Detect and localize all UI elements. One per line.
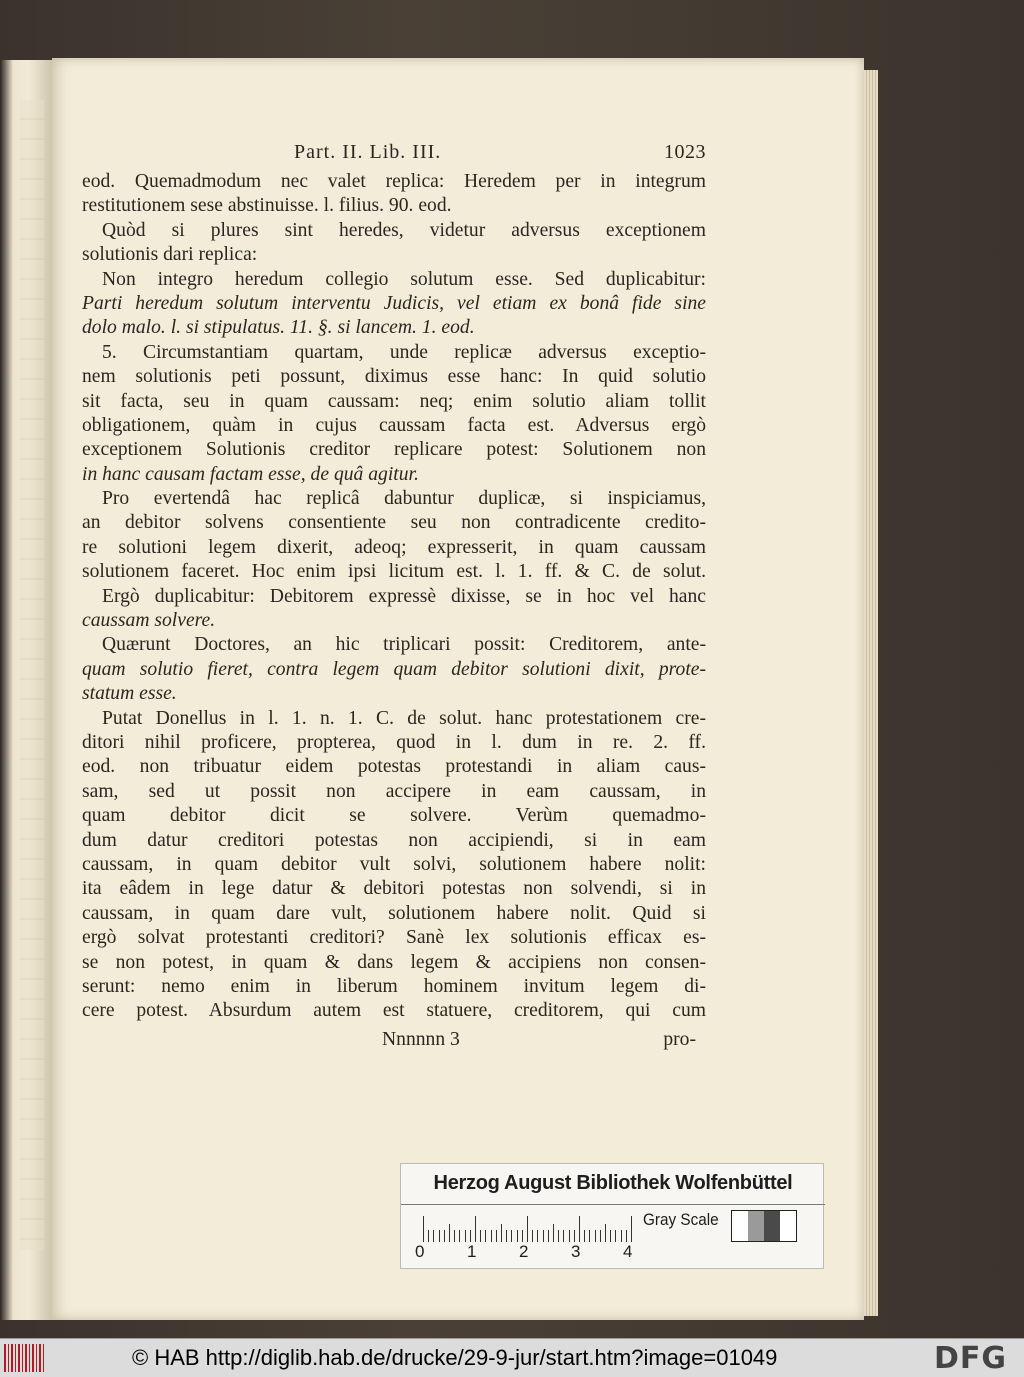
- text-line: Putat Donellus in l. 1. n. 1. C. de solut. hanc protestationem cre-: [102, 707, 706, 729]
- text-line: ergò solvat protestanti creditori? Sanè lex solutionis efficax es-: [82, 927, 706, 949]
- ruler-tick: [569, 1230, 570, 1242]
- ruler-tick: [543, 1230, 544, 1242]
- text-line: Quòd si plures sint heredes, videtur adversus exceptionem: [102, 219, 706, 241]
- ruler-tick: [485, 1230, 486, 1242]
- ruler-tick: [449, 1224, 450, 1242]
- ruler-tick: [532, 1230, 533, 1242]
- text-line: 5. Circumstantiam quartam, unde replicæ adversus exceptio-: [102, 341, 706, 363]
- text-line: re solutioni legem dixerit, adeoq; expresserit, in quam caussam: [82, 536, 706, 558]
- ruler-tick: [454, 1230, 455, 1242]
- text-line: in hanc causam factam esse, de quâ agitur.: [82, 463, 419, 485]
- text-line: sit facta, seu in quam caussam: neq; enim solutio aliam tollit: [82, 390, 706, 412]
- ruler-tick: [579, 1216, 580, 1242]
- text-line: caussam, in quam dare vult, solutionem habere nolit. Quid si: [82, 902, 706, 924]
- color-calibration-card: [400, 1163, 824, 1269]
- viewer-footer: [0, 1338, 1024, 1377]
- text-line: eod. Quemadmodum nec valet replica: Heredem per in integrum: [82, 171, 706, 192]
- ruler-tick: [439, 1230, 440, 1242]
- ruler-number: 4: [623, 1242, 633, 1261]
- catchword: pro-: [663, 1028, 696, 1050]
- ruler-tick: [517, 1230, 518, 1242]
- card-title: Herzog August Bibliothek Wolfenbüttel: [433, 1172, 793, 1194]
- text-line: dum datur creditori potestas non accipiendi, si in eam: [82, 829, 706, 851]
- text-line: ita eâdem in lege datur & debitori potestas non solvendi, si in: [82, 878, 706, 900]
- ruler-tick: [610, 1230, 611, 1242]
- ruler-tick: [423, 1216, 424, 1242]
- ruler-tick: [522, 1230, 523, 1242]
- ruler-tick: [470, 1230, 471, 1242]
- ruler-tick: [558, 1230, 559, 1242]
- text-line: solutionis dari replica:: [82, 244, 258, 266]
- ruler-tick: [480, 1230, 481, 1242]
- ruler-number: 3: [571, 1242, 581, 1261]
- ruler-tick: [511, 1230, 512, 1242]
- ruler-number: 0: [415, 1242, 425, 1261]
- ruler-number: 1: [467, 1242, 477, 1261]
- gray-swatch: [732, 1211, 748, 1241]
- ruler-tick: [548, 1230, 549, 1242]
- ruler-tick: [605, 1224, 606, 1242]
- ruler-tick: [595, 1230, 596, 1242]
- ruler-tick: [615, 1230, 616, 1242]
- text-line: restitutionem sese abstinuisse. l. filius. 90. eod.: [82, 195, 452, 217]
- signature-mark: Nnnnnn 3: [382, 1028, 460, 1050]
- text-line: quam solutio fieret, contra legem quam debitor solutioni dixit, prote-: [82, 658, 706, 680]
- text-line: statum esse.: [82, 683, 177, 705]
- text-line: an debitor solvens consentiente seu non contradicente credito-: [82, 512, 706, 534]
- text-line: solutionem faceret. Hoc enim ipsi licitum est. l. 1. ff. & C. de solut.: [82, 561, 706, 583]
- ruler-tick: [465, 1230, 466, 1242]
- text-line: cere potest. Absurdum autem est statuere, creditorem, qui cum: [82, 1000, 706, 1022]
- ruler-tick: [537, 1230, 538, 1242]
- ruler-tick: [621, 1230, 622, 1242]
- text-line: Parti heredum solutum interventu Judicis, vel etiam ex bonâ fide sine: [82, 292, 706, 314]
- text-line: ditori nihil proficere, propterea, quod in l. dum in re. 2. ff.: [82, 731, 706, 753]
- text-line: Ergò duplicabitur: Debitorem expressè dixisse, se in hoc vel hanc: [102, 585, 706, 607]
- text-line: serunt: nemo enim in liberum hominem invitum legem di-: [82, 975, 706, 997]
- text-line: exceptionem Solutionis creditor replicare potest: Solutionem non: [82, 439, 706, 461]
- dfg-logo: DFG: [934, 1341, 1008, 1376]
- page-edge: [864, 70, 878, 1316]
- ruler-tick: [475, 1216, 476, 1242]
- text-line: obligationem, quàm in cujus caussam facta est. Adversus ergò: [82, 414, 706, 436]
- text-line: dolo malo. l. si stipulatus. 11. §. si lancem. 1. eod.: [82, 317, 475, 339]
- ruler-tick: [433, 1230, 434, 1242]
- ruler-tick: [444, 1230, 445, 1242]
- ruler-tick: [527, 1216, 528, 1242]
- ruler-tick: [563, 1230, 564, 1242]
- ruler-numbers: [415, 1242, 645, 1262]
- ruler-tick: [631, 1216, 632, 1242]
- copyright-url[interactable]: © HAB http://diglib.hab.de/drucke/29-9-jur/start.htm?image=01049: [132, 1345, 778, 1370]
- card-divider: [401, 1204, 825, 1205]
- gray-swatch: [748, 1211, 764, 1241]
- ruler-tick: [589, 1230, 590, 1242]
- ruler-tick: [574, 1230, 575, 1242]
- gray-scale-swatches: [731, 1210, 797, 1242]
- ruler-tick: [501, 1224, 502, 1242]
- text-line: caussam, in quam debitor vult solvi, solutionem habere nolit:: [82, 853, 706, 875]
- hab-logo-icon: [4, 1344, 46, 1372]
- page-number: 1023: [664, 141, 706, 163]
- text-line: Quærunt Doctores, an hic triplicari possit: Creditorem, ante-: [102, 634, 706, 656]
- ruler-tick: [626, 1230, 627, 1242]
- ruler-tick: [491, 1230, 492, 1242]
- text-line: caussam solvere.: [82, 610, 216, 632]
- text-lines: [82, 170, 706, 1024]
- book-binding: [0, 60, 52, 1320]
- ruler-tick: [553, 1224, 554, 1242]
- text-line: eod. non tribuatur eidem potestas protestandi in aliam caus-: [82, 756, 706, 778]
- ruler-tick: [584, 1230, 585, 1242]
- gray-scale-label: Gray Scale: [643, 1210, 719, 1229]
- ruler-tick: [428, 1230, 429, 1242]
- page-text: [82, 140, 706, 1052]
- text-line: se non potest, in quam & dans legem & accipiens non consen-: [82, 951, 706, 973]
- ruler-tick: [600, 1230, 601, 1242]
- ruler-tick: [506, 1230, 507, 1242]
- gray-swatch: [764, 1211, 780, 1241]
- text-line: sam, sed ut possit non accipere in eam caussam, in: [82, 780, 706, 802]
- gray-swatch: [780, 1211, 796, 1241]
- ruler-number: 2: [519, 1242, 529, 1261]
- scale-ruler: [423, 1212, 631, 1242]
- text-line: Non integro heredum collegio solutum esse. Sed duplicabitur:: [102, 268, 706, 290]
- ruler-tick: [459, 1230, 460, 1242]
- text-line: nem solutionis peti possunt, diximus esse hanc: In quid solutio: [82, 366, 706, 388]
- ruler-tick: [496, 1230, 497, 1242]
- header-title: Part. II. Lib. III.: [294, 141, 442, 163]
- running-header: [82, 140, 706, 170]
- text-line: quam debitor dicit se solvere. Verùm quemadmo-: [82, 805, 706, 827]
- text-line: Pro evertendâ hac replicâ dabuntur duplicæ, si inspiciamus,: [102, 488, 706, 510]
- page-footer: [82, 1028, 706, 1052]
- binding-strip: [20, 100, 44, 1250]
